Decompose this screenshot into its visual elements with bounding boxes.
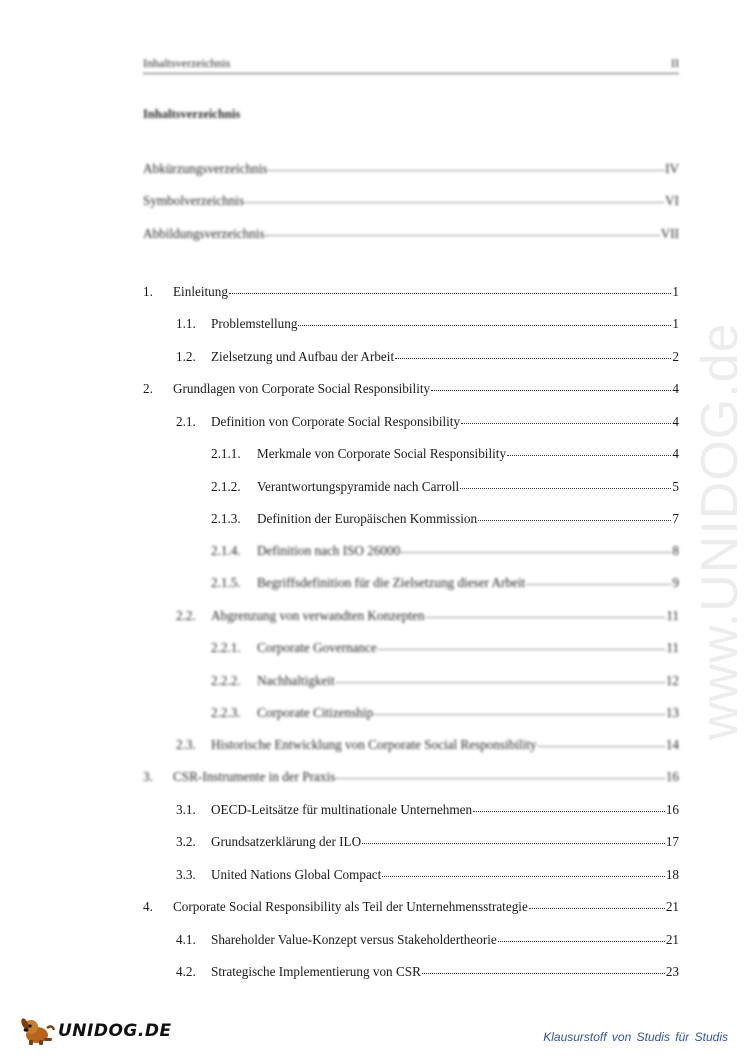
toc-page: 13	[665, 705, 679, 720]
toc-title: Nachhaltigkeit	[257, 673, 335, 688]
toc-leader	[422, 972, 665, 974]
toc-leader	[431, 389, 671, 391]
unidog-logo[interactable]	[20, 1016, 172, 1046]
toc-title: Verantwortungspyramide nach Carroll	[257, 479, 460, 494]
toc-leader	[362, 842, 665, 844]
toc-leader	[382, 875, 665, 877]
toc-leader	[529, 907, 665, 909]
toc-title: Zielsetzung und Aufbau der Arbeit	[211, 349, 395, 364]
toc-entry	[211, 672, 679, 690]
running-header-page: II	[671, 56, 679, 70]
toc-title: Abbildungsverzeichnis	[143, 226, 265, 241]
toc-page: 1	[672, 284, 679, 299]
toc-title: Corporate Social Responsibility als Teil der Unternehmensstrategie	[173, 899, 528, 914]
toc-leader	[507, 454, 671, 456]
toc-title: Strategische Implementierung von CSR	[211, 964, 421, 979]
toc-page: IV	[665, 161, 679, 176]
toc-title: Abgrenzung von verwandten Konzepten	[211, 608, 425, 623]
toc-title: Historische Entwicklung von Corporate Social Responsibility	[211, 737, 537, 752]
toc-entry	[176, 833, 679, 851]
toc-entry	[176, 931, 679, 949]
toc-page: 17	[665, 834, 679, 849]
toc-page: 9	[672, 575, 679, 590]
toc-leader	[526, 583, 671, 585]
toc-page: VII	[660, 226, 679, 241]
toc-page: 18	[665, 867, 679, 882]
toc-entry	[176, 315, 679, 333]
toc-title: Shareholder Value-Konzept versus Stakeholdertheorie	[211, 932, 497, 947]
toc-leader	[245, 201, 664, 203]
toc-entry	[176, 607, 679, 625]
toc-number: 2.2.	[176, 608, 196, 623]
front-matter-line	[143, 192, 679, 210]
toc-number: 1.1.	[176, 316, 196, 331]
toc-number: 3.3.	[176, 867, 196, 882]
toc-page: 23	[665, 964, 679, 979]
toc-title: CSR-Instrumente in der Praxis	[173, 769, 336, 784]
toc-entry	[143, 898, 679, 916]
toc-leader	[395, 357, 671, 359]
toc-number: 2.3.	[176, 737, 196, 752]
toc-number: 2.1.2.	[211, 479, 241, 494]
toc-leader	[298, 324, 671, 326]
toc-leader	[426, 616, 666, 618]
toc-number: 3.2.	[176, 834, 196, 849]
toc-entry	[211, 639, 679, 657]
toc-entry	[176, 963, 679, 981]
toc-entry	[143, 283, 679, 301]
toc-entry	[176, 348, 679, 366]
toc-page: 4	[672, 414, 679, 429]
toc-title: Abkürzungsverzeichnis	[143, 161, 268, 176]
toc-number: 2.1.4.	[211, 543, 241, 558]
toc-leader	[336, 681, 665, 683]
toc-entry	[143, 768, 679, 786]
logo-text: UNIDOG.DE	[58, 1021, 172, 1041]
toc-number: 2.1.5.	[211, 575, 241, 590]
toc-leader	[478, 519, 671, 521]
toc-page: 1	[672, 316, 679, 331]
toc-title: Merkmale von Corporate Social Responsibility	[257, 446, 507, 461]
running-header-title: Inhaltsverzeichnis	[143, 56, 231, 70]
toc-number: 2.1.	[176, 414, 196, 429]
toc-number: 4.1.	[176, 932, 196, 947]
dog-mascot-icon	[20, 1016, 56, 1046]
toc-page: 5	[672, 479, 679, 494]
toc-leader	[538, 745, 665, 747]
toc-leader	[269, 169, 665, 171]
toc-title: Definition von Corporate Social Responsibility	[211, 414, 461, 429]
toc-page: 2	[672, 349, 679, 364]
toc-title: Definition der Europäischen Kommission	[257, 511, 478, 526]
toc-number: 2.1.1.	[211, 446, 241, 461]
toc-entry	[176, 801, 679, 819]
toc-entry	[143, 380, 679, 398]
toc-page: 21	[665, 932, 679, 947]
toc-page: 16	[665, 769, 679, 784]
toc-page: 7	[672, 511, 679, 526]
toc-number: 2.	[143, 381, 153, 396]
toc-title: Problemstellung	[211, 316, 298, 331]
toc-leader	[473, 810, 665, 812]
toc-number: 4.	[143, 899, 153, 914]
toc-leader	[378, 648, 666, 650]
toc-entry	[176, 736, 679, 754]
toc-entry	[211, 542, 679, 560]
toc-leader	[229, 292, 671, 294]
toc-leader	[374, 713, 665, 715]
toc-page: 21	[665, 899, 679, 914]
toc-title: Definition nach ISO 26000	[257, 543, 401, 558]
footer-tagline: Klausurstoff von Studis für Studis	[543, 1030, 728, 1044]
toc-leader	[461, 422, 671, 424]
toc-number: 2.2.2.	[211, 673, 241, 688]
front-matter-line	[143, 225, 679, 243]
running-header	[143, 53, 679, 71]
toc-number: 4.2.	[176, 964, 196, 979]
page-title: Inhaltsverzeichnis	[143, 107, 241, 121]
toc-number: 3.1.	[176, 802, 196, 817]
toc-entry	[211, 445, 679, 463]
toc-entry	[211, 478, 679, 496]
toc-title: OECD-Leitsätze für multinationale Unternehmen	[211, 802, 473, 817]
toc-leader	[266, 234, 660, 236]
toc-title: Corporate Governance	[257, 640, 377, 655]
toc-number: 3.	[143, 769, 153, 784]
toc-leader	[460, 487, 671, 489]
toc-entry	[211, 510, 679, 528]
toc-page: 16	[665, 802, 679, 817]
front-matter-line	[143, 160, 679, 178]
toc-page: 4	[672, 446, 679, 461]
toc-page: 4	[672, 381, 679, 396]
toc-leader	[498, 940, 665, 942]
toc-title: Grundsatzerklärung der ILO	[211, 834, 362, 849]
toc-page: 11	[666, 640, 679, 655]
toc-page: VI	[665, 193, 679, 208]
toc-page: 11	[666, 608, 679, 623]
watermark: www.UNIDOG.de	[691, 322, 749, 740]
toc-number: 1.2.	[176, 349, 196, 364]
toc-number: 2.1.3.	[211, 511, 241, 526]
toc-entry	[176, 413, 679, 431]
header-rule	[143, 73, 679, 74]
toc-entry	[211, 574, 679, 592]
toc-number: 1.	[143, 284, 153, 299]
toc-page: 8	[672, 543, 679, 558]
toc-entry	[211, 704, 679, 722]
toc-title: Symbolverzeichnis	[143, 193, 245, 208]
toc-number: 2.2.3.	[211, 705, 241, 720]
toc-title: United Nations Global Compact	[211, 867, 382, 882]
toc-leader	[401, 551, 671, 553]
toc-title: Einleitung	[173, 284, 228, 299]
toc-entry	[176, 866, 679, 884]
toc-title: Begriffsdefinition für die Zielsetzung dieser Arbeit	[257, 575, 526, 590]
toc-title: Grundlagen von Corporate Social Responsibility	[173, 381, 431, 396]
toc-page: 12	[665, 673, 679, 688]
toc-title: Corporate Citizenship	[257, 705, 374, 720]
toc-page: 14	[665, 737, 679, 752]
toc-number: 2.2.1.	[211, 640, 241, 655]
toc-leader	[336, 777, 665, 779]
